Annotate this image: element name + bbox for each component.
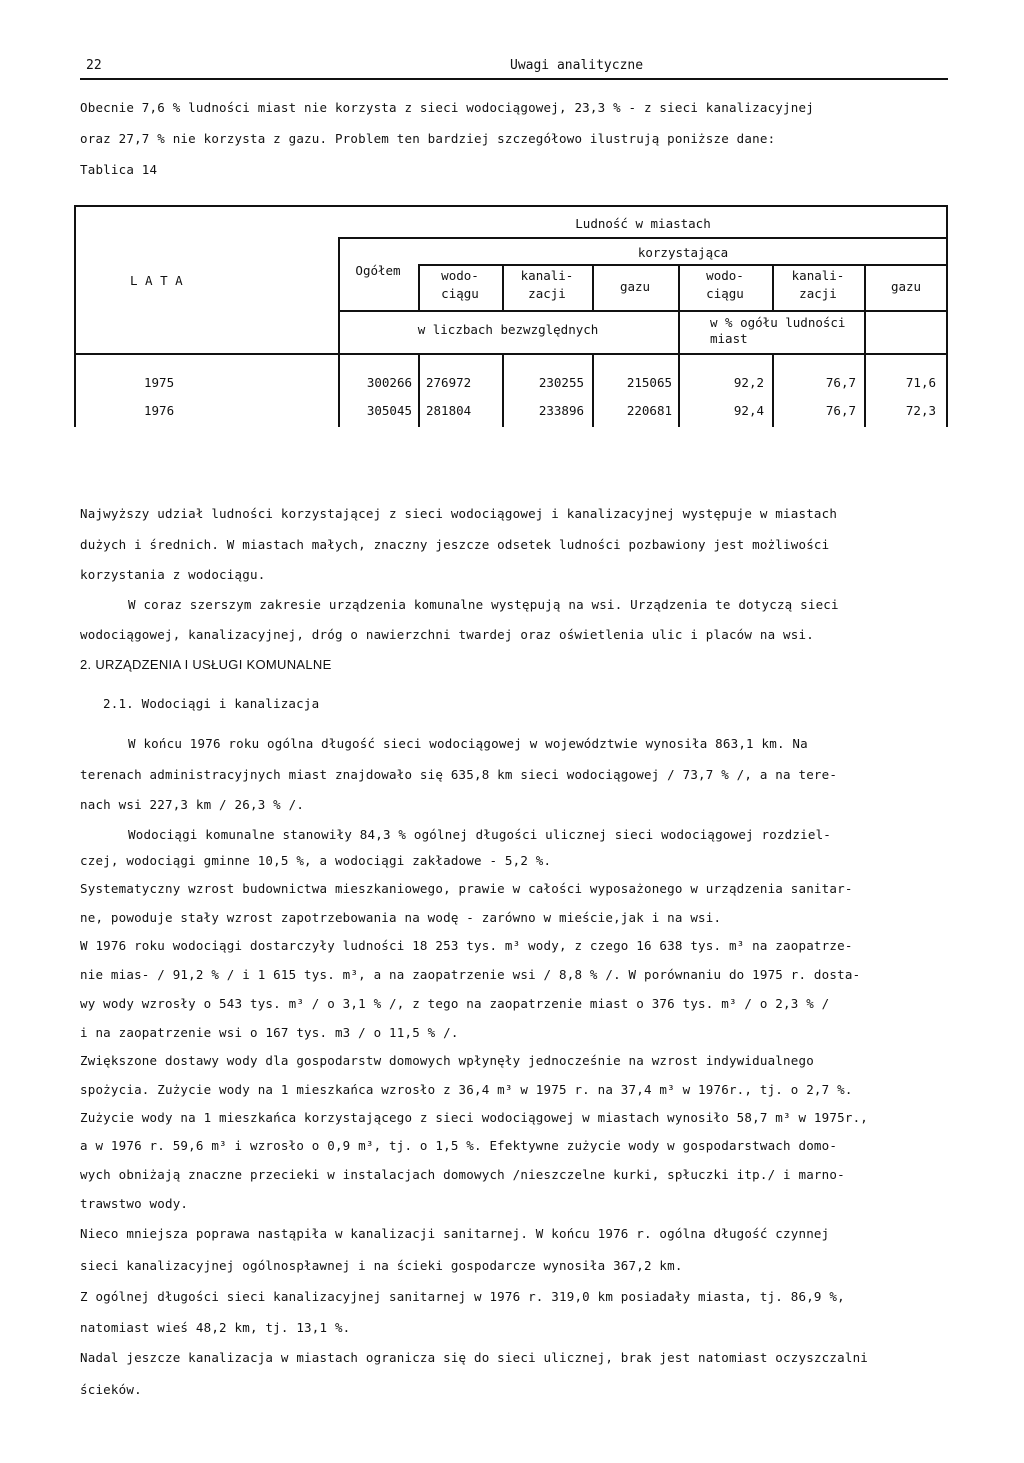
header-percent-2: miast <box>710 331 748 346</box>
header-years: L A T A <box>130 273 183 288</box>
body-line: ścieków. <box>80 1382 142 1397</box>
body-line: terenach administracyjnych miast znajdowało się 635,8 km sieci wodociągowej / 73,7 % /, a na tere- <box>80 767 838 782</box>
body-line: Wodociągi komunalne stanowiły 84,3 % ogólnej długości ulicznej sieci wodociągowej rozdziel- <box>128 827 832 842</box>
cell-gas-pct: 71,6 <box>905 375 936 390</box>
body-line: a w 1976 r. 59,6 m³ i wzrosło o 0,9 m³, tj. o 1,5 %. Efektywne zużycie wody w gospodarstwach domo- <box>80 1138 838 1153</box>
header-total: Ogółem <box>355 263 401 278</box>
body-line: trawstwo wody. <box>80 1196 189 1211</box>
paragraph-line: dużych i średnich. W miastach małych, znaczny jeszcze odsetek ludności pozbawiony jest możliwości <box>80 537 830 552</box>
body-line: spożycia. Zużycie wody na 1 mieszkańca wzrosło z 36,4 m³ w 1975 r. na 37,4 m³ w 1976r., tj. o 2,7 %. <box>80 1082 853 1097</box>
cell-sewer: 230255 <box>538 375 584 390</box>
row-year: 1975 <box>144 375 175 390</box>
body-line: Nadal jeszcze kanalizacja w miastach ogranicza się do sieci ulicznej, brak jest natomiast oczyszczalni <box>80 1350 869 1365</box>
header-using: korzystająca <box>637 245 729 260</box>
body-line: Nieco mniejsza poprawa nastąpiła w kanalizacji sanitarnej. W końcu 1976 r. ogólna długość czynnej <box>80 1226 830 1241</box>
body-line: nach wsi 227,3 km / 26,3 % /. <box>80 797 305 812</box>
table-rule <box>418 264 948 266</box>
paragraph-line: korzystania z wodociągu. <box>80 567 266 582</box>
header-rule <box>80 78 948 80</box>
cell-water: 281804 <box>426 403 472 418</box>
cell-sewer-pct: 76,7 <box>825 403 856 418</box>
header-water-pct-1: wodo- <box>706 268 744 283</box>
data-table <box>74 205 948 435</box>
cell-sewer-pct: 76,7 <box>825 375 856 390</box>
header-gas-pct: gazu <box>890 279 922 294</box>
paragraph-line: wodociągowej, kanalizacyjnej, dróg o nawierzchni twardej oraz oświetlenia ulic i placów na wsi. <box>80 627 814 642</box>
cell-gas: 215065 <box>626 375 672 390</box>
header-sewer-1: kanali- <box>520 268 574 283</box>
table-rule <box>338 237 948 239</box>
table-rule <box>946 205 948 427</box>
body-line: czej, wodociągi gminne 10,5 %, a wodociągi zakładowe - 5,2 %. <box>80 853 552 868</box>
header-gas: gazu <box>619 279 651 294</box>
paragraph-line: W coraz szerszym zakresie urządzenia komunalne występują na wsi. Urządzenia te dotyczą sieci <box>128 597 839 612</box>
body-line: i na zaopatrzenie wsi o 167 tys. m3 / o 11,5 % /. <box>80 1025 459 1040</box>
body-line: Systematyczny wzrost budownictwa mieszkaniowego, prawie w całości wyposażonego w urządzenia sanitar- <box>80 881 853 896</box>
cell-water: 276972 <box>426 375 472 390</box>
body-line: natomiast wieś 48,2 km, tj. 13,1 %. <box>80 1320 351 1335</box>
cell-sewer: 233896 <box>538 403 584 418</box>
body-line: sieci kanalizacyjnej ogólnospławnej i na ścieki gospodarcze wynosiła 367,2 km. <box>80 1258 683 1273</box>
header-group-title: Ludność w miastach <box>575 216 711 231</box>
table-rule <box>338 310 948 312</box>
body-line: nie mias- / 91,2 % / i 1 615 tys. m³, a na zaopatrzenie wsi / 8,8 % /. W porównaniu do 1975 r. dosta- <box>80 967 861 982</box>
paragraph-line: Najwyższy udział ludności korzystającej z sieci wodociągowej i kanalizacyjnej występuje w miastach <box>80 506 838 521</box>
header-water-2: ciągu <box>441 286 479 301</box>
body-line: W końcu 1976 roku ogólna długość sieci wodociągowej w województwie wynosiła 863,1 km. Na <box>128 736 808 751</box>
table-caption: Tablica 14 <box>80 162 158 177</box>
body-line: wy wody wzrosły o 543 tys. m³ / o 3,1 % /, z tego na zaopatrzenie miast o 376 tys. m³ / o 2,3 % / <box>80 996 830 1011</box>
body-line: Z ogólnej długości sieci kanalizacyjnej sanitarnej w 1976 r. 319,0 km posiadały miasta, tj. 86,9 %, <box>80 1289 845 1304</box>
cell-total: 305045 <box>366 403 412 418</box>
table-rule <box>74 205 948 207</box>
cell-water-pct: 92,2 <box>733 375 764 390</box>
table-rule <box>74 353 948 355</box>
body-line: ne, powoduje stały wzrost zapotrzebowania na wodę - zarówno w mieście,jak i na wsi. <box>80 910 722 925</box>
header-percent-1: w % ogółu ludności <box>710 315 846 330</box>
table-rule <box>418 353 420 427</box>
body-line: Zużycie wody na 1 mieszkańca korzystającego z sieci wodociągowej w miastach wynosiło 58,7 m³ w 1975r., <box>80 1110 869 1125</box>
header-sewer-pct-1: kanali- <box>791 268 845 283</box>
intro-line: oraz 27,7 % nie korzysta z gazu. Problem ten bardziej szczegółowo ilustrują poniższe dane: <box>80 131 776 146</box>
cell-water-pct: 92,4 <box>733 403 764 418</box>
body-line: wych obniżają znaczne przecieki w instalacjach domowych /nieszczelne kurki, spłuczki itp./ i marno- <box>80 1167 845 1182</box>
body-line: Zwiększone dostawy wody dla gospodarstw domowych wpłynęły jednocześnie na wzrost indywidualnego <box>80 1053 814 1068</box>
table-rule <box>74 205 76 427</box>
header-sewer-2: zacji <box>528 286 566 301</box>
header-water-pct-2: ciągu <box>706 286 744 301</box>
row-year: 1976 <box>144 403 175 418</box>
header-sewer-pct-2: zacji <box>799 286 837 301</box>
subsection-title: 2.1. Wodociągi i kanalizacja <box>103 696 320 711</box>
cell-gas: 220681 <box>626 403 672 418</box>
page-number: 22 <box>86 58 102 73</box>
cell-gas-pct: 72,3 <box>905 403 936 418</box>
header-water-1: wodo- <box>441 268 479 283</box>
body-line: W 1976 roku wodociągi dostarczyły ludności 18 253 tys. m³ wody, z czego 16 638 tys. m³ na zaopatrze- <box>80 938 853 953</box>
intro-line: Obecnie 7,6 % ludności miast nie korzysta z sieci wodociągowej, 23,3 % - z sieci kanalizacyjnej <box>80 100 814 115</box>
section-title: 2. URZĄDZENIA I USŁUGI KOMUNALNE <box>80 657 332 672</box>
header-absolute: w liczbach bezwzględnych <box>417 322 599 337</box>
running-header: Uwagi analityczne <box>510 58 644 73</box>
cell-total: 300266 <box>366 375 412 390</box>
